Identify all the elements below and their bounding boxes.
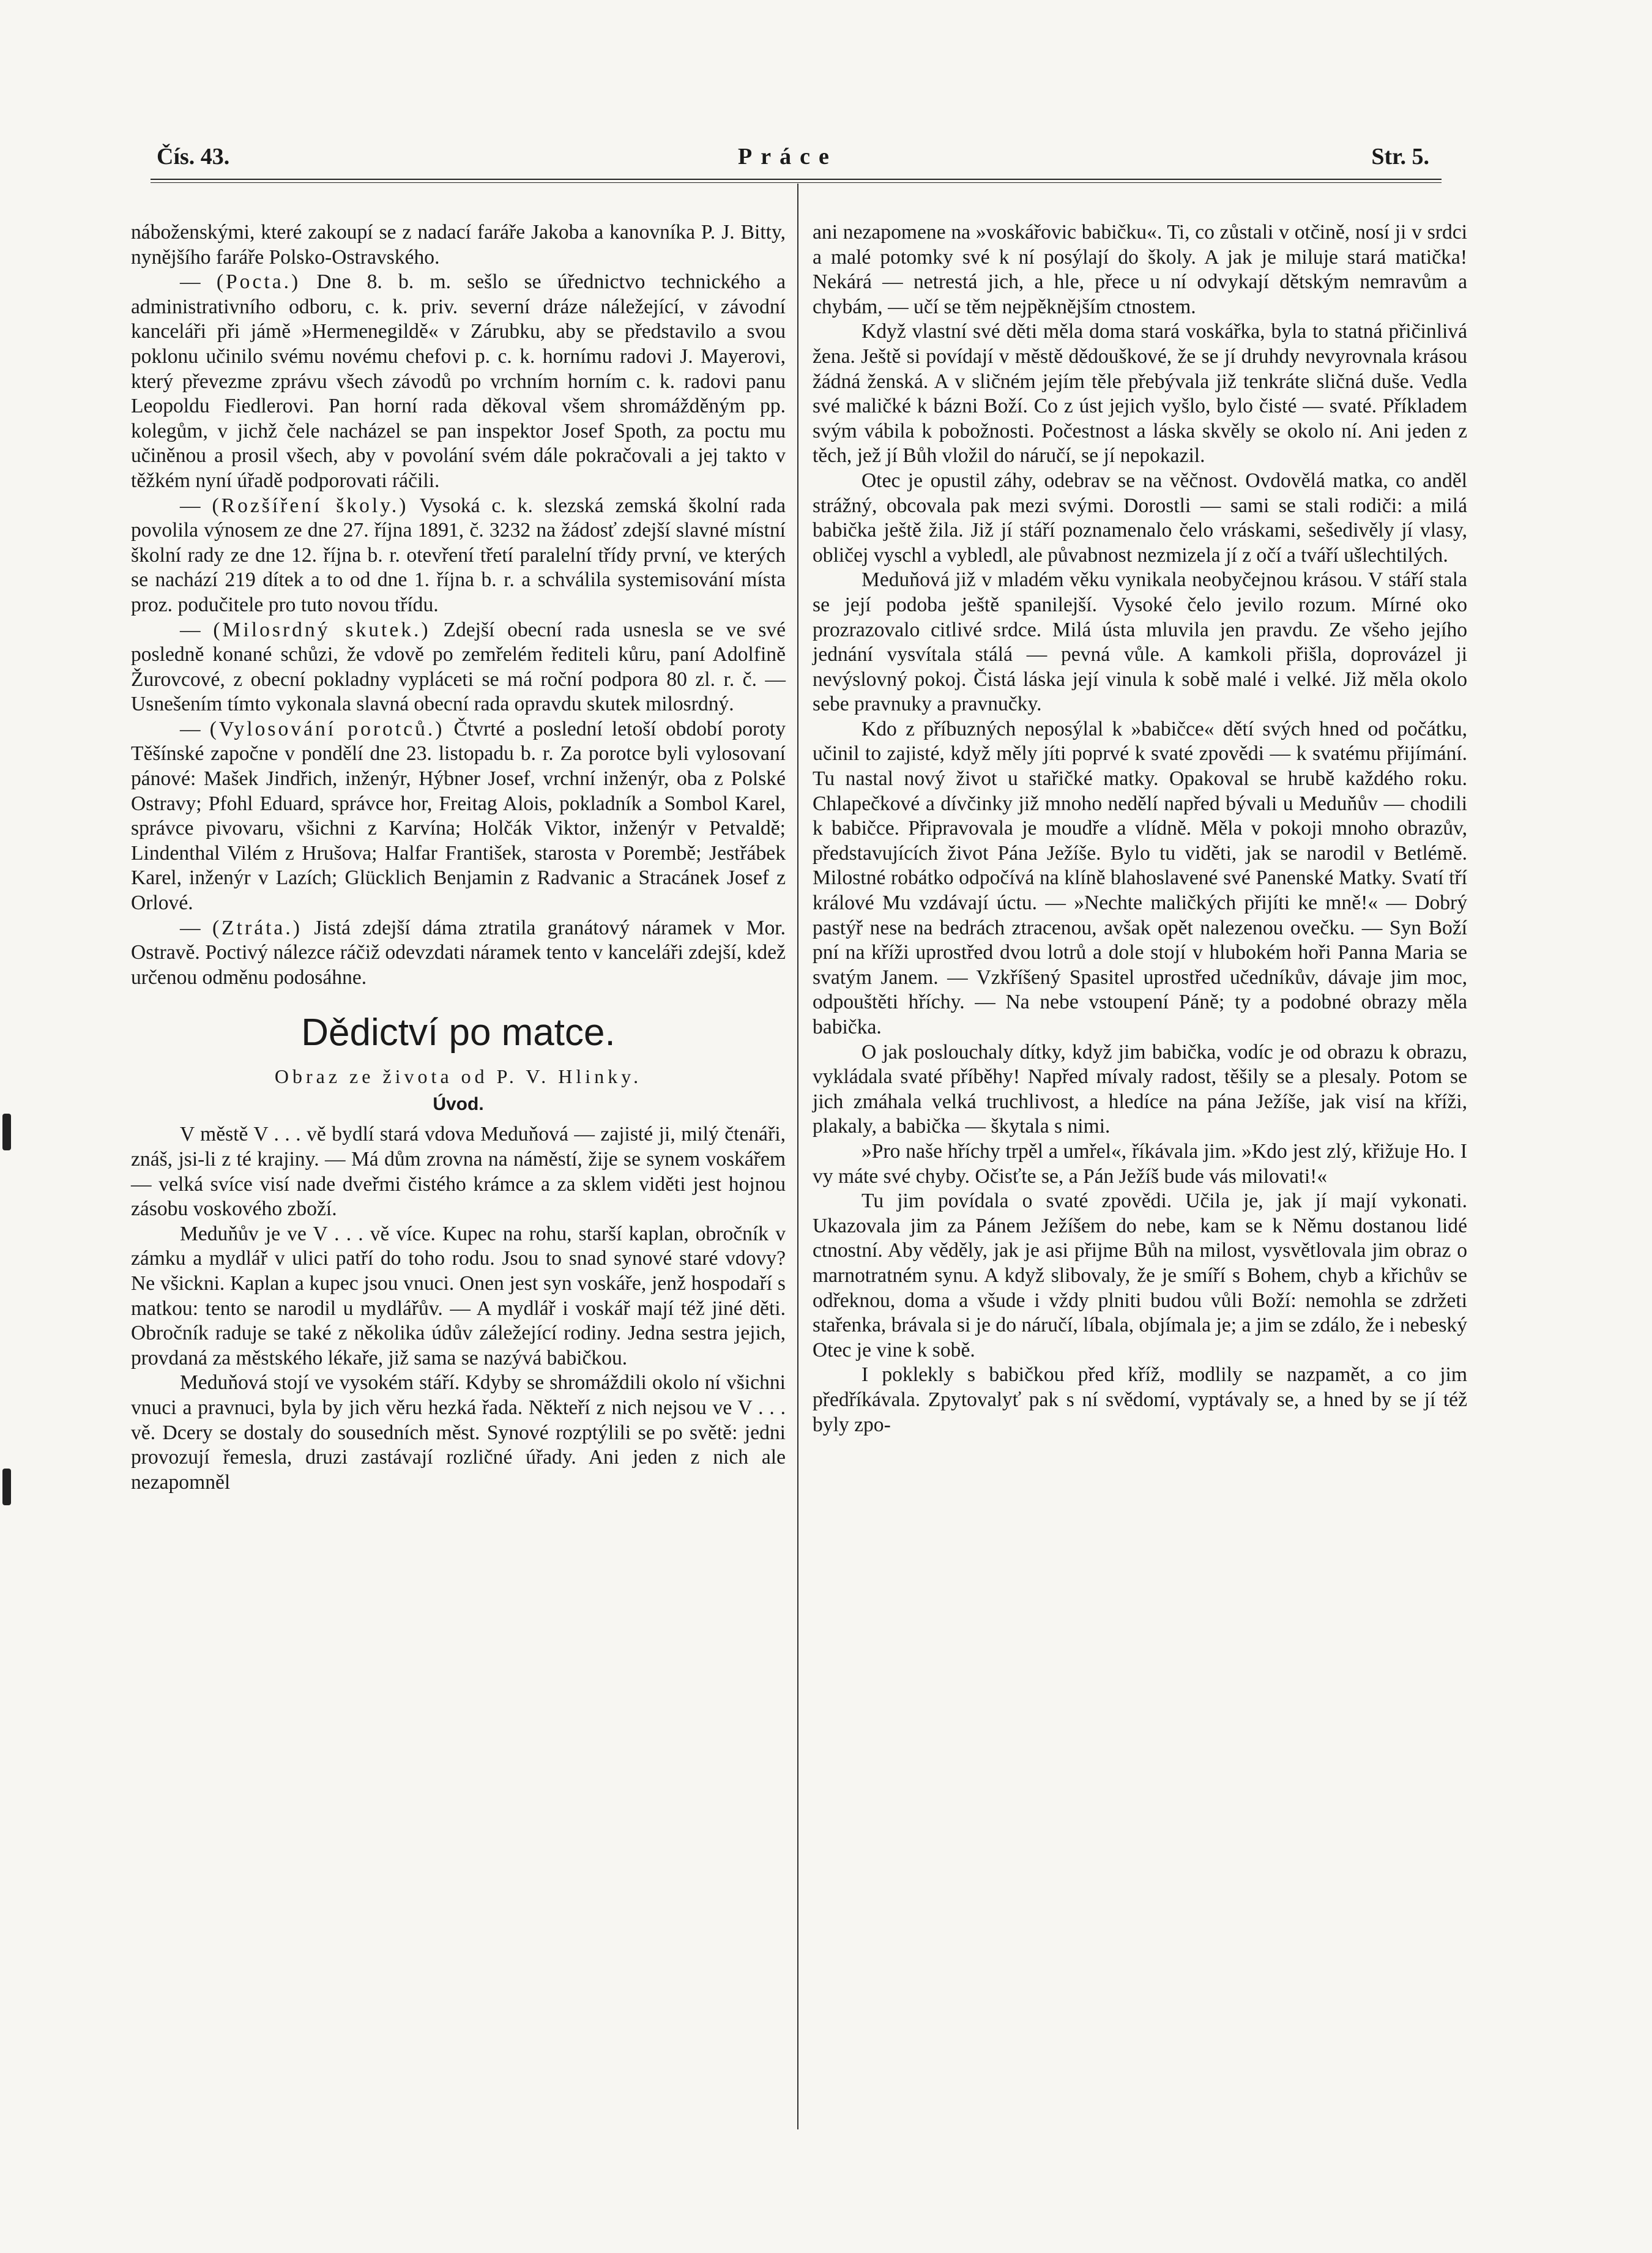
binding-mark xyxy=(2,1114,11,1150)
news-heading: (Ztráta.) xyxy=(212,916,302,939)
paragraph: náboženskými, které zakoupí se z nadací faráře Jakoba a kanovníka P. J. Bitty, nynějšího faráře Polsko-Ostravského. xyxy=(131,221,786,269)
header-rule xyxy=(151,179,1442,183)
paragraph: Kdo z příbuzných neposýlal k »babičce« dětí svých hned od počátku, učinil to zajisté, když měly jíti poprvé k svaté zpovědi — k svatému přijímání. Tu nastal nový život u stařičké matky. Opakoval se hrubě každého roku. Chlapečkové a dívčinky již mnoho nedělí napřed bývali u Meduňův — chodili k babičce. Připravovala je moudře a vlídně. Měla v pokoji mnoho obrazův, představujících život Pána Ježíše. Bylo tu viděti, jak se narodil v Betlémě. Milostné robátko odpočívá na klíně blahoslavené své Panenské Matky. Svatí tří králové Mu vzdávají úctu. — »Nechte maličkých přijíti ke mně!« — Dobrý pastýř nese na bedrách ztracenou, avšak opět nalezenou ovečku. — Syn Boží pní na kříži uprostřed dvou lotrů a dole stojí v hlubokém hoři Panna Maria se svatým Janem. — Vzkříšený Spasitel uprostřed učedníkův, dávaje jim moc, odpouštěti hříchy. — Na nebe vstoupení Páně; ty a podobné obrazy měla babička. xyxy=(813,717,1467,1038)
news-text: Jistá zdejší dáma ztratila granátový náramek v Mor. Ostravě. Poctivý nálezce ráčiž odevzdati náramek tento v kanceláři zdejší, kdež určenou odměnu podosáhne. xyxy=(131,916,786,989)
binding-mark xyxy=(2,1469,11,1505)
newspaper-title: Práce xyxy=(738,144,838,169)
left-column xyxy=(131,220,786,1495)
news-item-pocta: — (Pocta.) Dne 8. b. m. sešlo se úřednictvo technického a administrativního odboru, c. k. priv. severní dráze náležející, v závodní kanceláři při jámě »Hermenegildě« v Zárubku, aby se představilo a svou poklonu učinilo svému novému chefovi p. c. k. hornímu radovi J. Mayerovi, který převezme zprávu všech závodů po vrchním horním c. k. radovi panu Leopoldu Fiedlerovi. Pan horní rada děkoval všem shromážděným pp. kolegům, v jichž čele nacházel se pan inspektor Josef Spoth, za poctu mu učiněnou a prosil všech, aby v povolání svém dále pokračovali a jej takto v těžkém nyní úřadě podporovati ráčili. xyxy=(131,270,786,492)
paragraph: Otec je opustil záhy, odebrav se na věčnost. Ovdovělá matka, co anděl strážný, obcovala pak mezi svými. Dorostli — sami se stali rodiči: a milá babička ještě žila. Již jí stáří poznamenalo čelo vráskami, sešedivěly jí vlasy, obličej vyschl a vybledl, ale půvabnost nezmizela jí z očí a tváří ušlechtilých. xyxy=(813,469,1467,567)
column-divider xyxy=(797,184,798,2129)
news-text: Zdejší obecní rada usnesla se ve své posledně konané schůzi, že vdově po zemřelém řediteli kůru, paní Adolfině Žurovcové, z obecní pokladny vypláceti se má roční podpora 80 zl. r. č. — Usnešením tímto vykonala slavná obecní rada opravdu skutek milosrdný. xyxy=(131,618,786,716)
news-item-milosrdny: — (Milosrdný skutek.) Zdejší obecní rada usnesla se ve své posledně konané schůzi, že vdově po zemřelém řediteli kůru, paní Adolfině Žurovcové, z obecní pokladny vypláceti se má roční podpora 80 zl. r. č. — Usnešením tímto vykonala slavná obecní rada opravdu skutek milosrdný. xyxy=(131,618,786,716)
paragraph: Když vlastní své děti měla doma stará voskářka, byla to statná přičinlivá žena. Ještě si povídají v městě dědouškové, že se jí druhdy nevyrovnala krásou žádná ženská. A v sličném jejím těle přebývala již tenkráte sličná duše. Vedla své maličké k bázni Boží. Co z úst jejich vyšlo, bylo čisté — svaté. Příkladem svým vábila k pobožnosti. Počestnost a láska skvěly se okolo ní. Ani jeden z těch, jež jí Bůh vložil do náručí, se jí nepokazil. xyxy=(813,320,1467,467)
news-item-porotci: — (Vylosování porotců.) Čtvrté a poslední letoší období poroty Těšínské započne v pondělí dne 23. listopadu b. r. Za porotce byli vylosovaní pánové: Mašek Jindřich, inženýr, Hýbner Josef, vrchní inženýr, oba z Polské Ostravy; Pfohl Eduard, správce hor, Freitag Alois, pokladník a Sombol Karel, správce pivovaru, všichni z Karvína; Holčák Viktor, inženýr v Petvaldě; Lindenthal Vilém z Hrušova; Halfar František, starosta v Porembě; Jestřábek Karel, inženýr v Lazích; Glücklich Benjamin z Radvanic a Stracánek Josef z Orlové. xyxy=(131,717,786,915)
article-title: Dědictví po matce. xyxy=(301,1011,616,1054)
paragraph: O jak poslouchaly dítky, když jim babička, vodíc je od obrazu k obrazu, vykládala svaté příběhy! Napřed mívaly radost, těšily se a plesaly. Potom se jich zmáhala velká truchlivost, a hledíce na pána Ježíše, jak visí na kříži, plakaly, a babička — škytala s nimi. xyxy=(813,1040,1467,1138)
news-text: Dne 8. b. m. sešlo se úřednictvo technického a administrativního odboru, c. k. priv. severní dráze náležející, v závodní kanceláři při jámě »Hermenegildě« v Zárubku, aby se představilo a svou poklonu učinilo svému novému chefovi p. c. k. hornímu radovi J. Mayerovi, který převezme zprávu všech závodů po vrchním horním c. k. radovi panu Leopoldu Fiedlerovi. Pan horní rada děkoval všem shromážděným pp. kolegům, v jichž čele nacházel se pan inspektor Josef Spoth, za poctu mu učiněnou a prosil všech, aby v povolání svém dále pokračovali a jej takto v těžkém nyní úřadě podporovati ráčili. xyxy=(131,270,786,492)
news-heading: (Pocta.) xyxy=(216,270,301,294)
news-heading: (Milosrdný skutek.) xyxy=(213,618,431,641)
paragraph: Meduňová již v mladém věku vynikala neobyčejnou krásou. V stáří stala se její podoba ještě spanilejší. Vysoké čelo jevilo rozum. Mírné oko prozrazovalo citlivé srdce. Milá ústa mluvila jen pravdu. Ze všeho jejího jednání vysvítala stálá — pevná vůle. A kamkoli přišla, doprovázel ji nevýslovný pokoj. Čistá láska její vinula k sobě malé i velké. Již měla okolo sebe pravnuky a pravnučky. xyxy=(813,568,1467,716)
paragraph: I poklekly s babičkou před kříž, modlily se nazpamět, a co jim předříkávala. Zpytovalyť pak s ní svědomí, vyptávaly se, a hned by se jí též byly zpo- xyxy=(813,1363,1467,1436)
news-heading: (Rozšíření školy.) xyxy=(212,494,409,517)
article-subtitle: Obraz ze života od P. V. Hlinky. xyxy=(274,1065,642,1088)
news-item-ztrata: — (Ztráta.) Jistá zdejší dáma ztratila granátový náramek v Mor. Ostravě. Poctivý nálezce ráčiž odevzdati náramek tento v kanceláři zdejší, kdež určenou odměnu podosáhne. xyxy=(131,916,786,989)
issue-number: Čís. 43. xyxy=(157,144,230,169)
paragraph: »Pro naše hříchy trpěl a umřel«, říkávala jim. »Kdo jest zlý, křižuje Ho. I vy máte své chyby. Očisťte se, a Pán Ježíš bude vás milovati!« xyxy=(813,1139,1467,1188)
news-item-skola: — (Rozšíření školy.) Vysoká c. k. slezská zemská školní rada povolila výnosem ze dne 27. října 1891, č. 3232 na žádosť zdejší slavné místní školní rady ze dne 12. října b. r. otevření třetí paralelní třídy první, ve kterých se nachází 219 dítek a to od dne 1. října b. r. a schválila systemisování místa proz. podučitele pro tuto novou třídu. xyxy=(131,494,786,616)
article-section-heading: Úvod. xyxy=(433,1094,484,1115)
news-heading: (Vylosování porotců.) xyxy=(209,717,445,740)
paragraph: ani nezapomene na »voskářovic babičku«. Ti, co zůstali v otčině, nosí ji v srdci a malé potomky své k ní posýlají do školy. A jak je miluje stará matička! Nekárá — netrestá jich, a hle, přece u ní odvykají dětským nemravům a chybám, — učí se těm nejpěknějším ctnostem. xyxy=(813,221,1467,318)
paragraph: Tu jim povídala o svaté zpovědi. Učila je, jak jí mají vykonati. Ukazovala jim za Pánem Ježíšem do nebe, kam se k Němu dostanou lidé ctnostní. Aby věděly, jak je asi přijme Bůh na milost, vysvětlovala jim obraz o marnotratném synu. A když slibovaly, že je smíří s Bohem, chyb a křichův se odřeknou, doma a všude i vždy plniti budou vůli Boží: nemohla se zdržeti stařenka, brávala si je do náručí, líbala, objímala je; a jim se zdálo, že i nebeský Otec je vine k sobě. xyxy=(813,1190,1467,1361)
news-text: Vysoká c. k. slezská zemská školní rada povolila výnosem ze dne 27. října 1891, č. 3232 na žádosť zdejší slavné místní školní rady ze dne 12. října b. r. otevření třetí paralelní třídy první, ve kterých se nachází 219 dítek a to od dne 1. října b. r. a schválila systemisování místa proz. podučitele pro tuto novou třídu. xyxy=(131,494,786,616)
news-text: Čtvrté a poslední letoší období poroty Těšínské započne v pondělí dne 23. listopadu b. r. Za porotce byli vylosovaní pánové: Mašek Jindřich, inženýr, Hýbner Josef, vrchní inženýr, oba z Polské Ostravy; Pfohl Eduard, správce hor, Freitag Alois, pokladník a Sombol Karel, správce pivovaru, všichni z Karvína; Holčák Viktor, inženýr v Petvaldě; Lindenthal Vilém z Hrušova; Halfar František, starosta v Porembě; Jestřábek Karel, inženýr v Lazích; Glücklich Benjamin z Radvanic a Stracánek Josef z Orlové. xyxy=(131,717,786,915)
page-header xyxy=(151,140,1435,176)
paragraph: V městě V . . . vě bydlí stará vdova Meduňová — zajisté ji, milý čtenáři, znáš, jsi-li z té krajiny. — Má dům zrovna na náměstí, žije se synem voskářem — velká svíce visí nade dveřmi čistého krámce a za sklem viděti jest hojnou zásobu voskového zboží. xyxy=(131,1123,786,1221)
right-column xyxy=(813,220,1467,1437)
paragraph: Meduňův je ve V . . . vě více. Kupec na rohu, starší kaplan, obročník v zámku a mydlář v ulici patří do toho rodu. Jsou to snad synové staré vdovy? Ne všickni. Kaplan a kupec jsou vnuci. Onen jest syn voskáře, jenž hospodaří s matkou: tento se narodil u mydlářův. — A mydlář i voskář mají též jiné děti. Obročník raduje se také z několika údův záležející rodiny. Jedna sestra jejich, provdaná za městského lékaře, již sama se nazývá babičkou. xyxy=(131,1222,786,1369)
page-number: Str. 5. xyxy=(1371,144,1429,169)
paragraph: Meduňová stojí ve vysokém stáří. Kdyby se shromáždili okolo ní všichni vnuci a pravnuci, byla by jich věru hezká řada. Někteří z nich nejsou ve V . . . vě. Dcery se dostaly do sousedních měst. Synové rozptýlili se po světě: jedni provozují řemesla, druzi zastávají rozličné úřady. Ani jeden z nich ale nezapomněl xyxy=(131,1371,786,1494)
